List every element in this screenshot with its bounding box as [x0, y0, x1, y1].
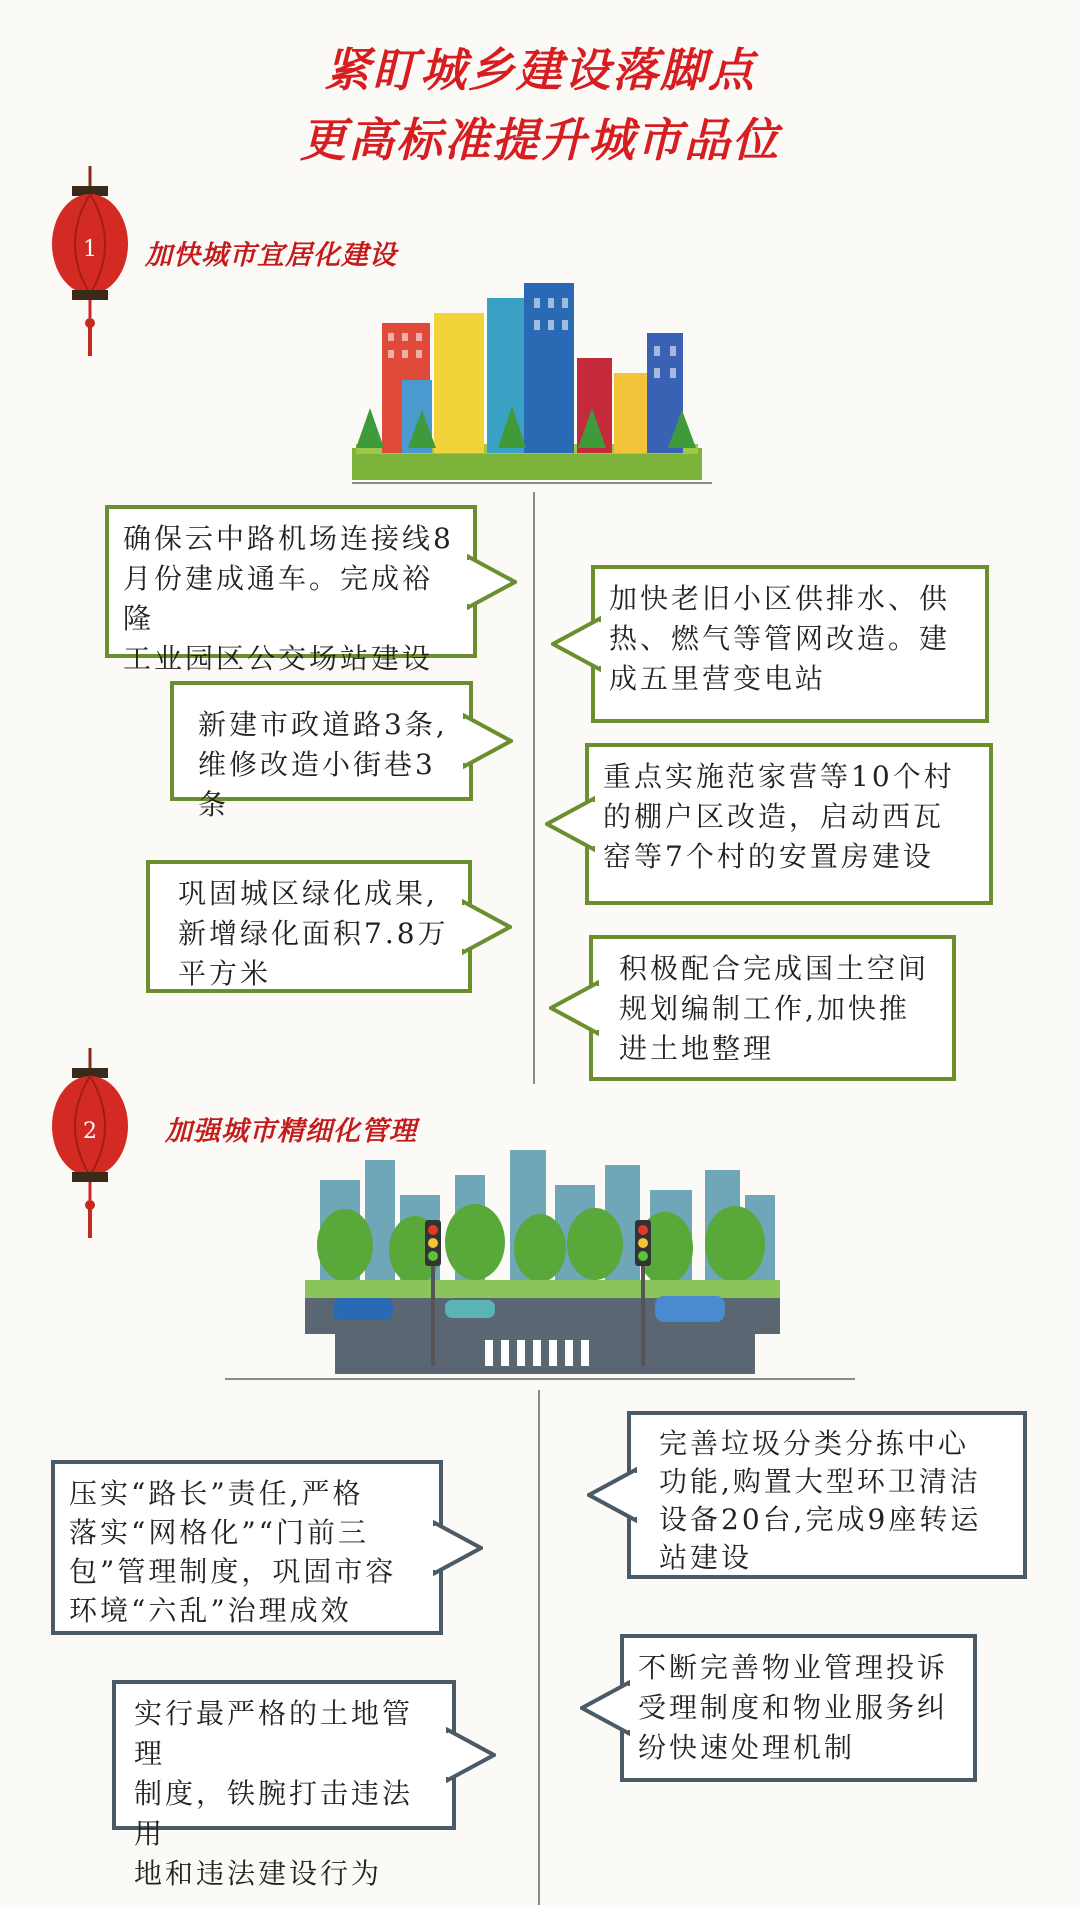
- section-item: 不断完善物业管理投诉 受理制度和物业服务纠 纷快速处理机制: [620, 1634, 977, 1782]
- section-item: 重点实施范家营等10个村 的棚户区改造，启动西瓦 窑等7个村的安置房建设: [585, 743, 993, 905]
- section-item: 压实“路长”责任,严格 落实“网格化”“门前三 包”管理制度，巩固市容 环境“六乱”治理成效: [51, 1460, 443, 1635]
- section-number: 2: [83, 1119, 97, 1144]
- main-title-line-2: 更高标准提升城市品位: [300, 113, 780, 167]
- section-heading: 加强城市精细化管理: [165, 1116, 417, 1147]
- section-divider: [225, 1378, 855, 1380]
- lantern-icon: [50, 1048, 130, 1248]
- section-number: 1: [83, 237, 97, 262]
- section-item: 积极配合完成国土空间 规划编制工作,加快推 进土地整理: [589, 935, 956, 1081]
- section-divider: [538, 1390, 540, 1905]
- section-item: 新建市政道路3条, 维修改造小街巷3条: [170, 681, 473, 801]
- street-traffic-illustration: [305, 1150, 780, 1380]
- main-title-line-1: 紧盯城乡建设落脚点: [324, 43, 756, 97]
- section-divider: [533, 492, 535, 1084]
- section-item: 确保云中路机场连接线8 月份建成通车。完成裕隆 工业园区公交场站建设: [105, 505, 477, 658]
- section-heading: 加快城市宜居化建设: [145, 240, 397, 271]
- section-item: 加快老旧小区供排水、供 热、燃气等管网改造。建 成五里营变电站: [591, 565, 989, 723]
- lantern-icon: [50, 166, 130, 366]
- section-item: 巩固城区绿化成果, 新增绿化面积7.8万 平方米: [146, 860, 472, 993]
- section-item: 完善垃圾分类分拣中心 功能,购置大型环卫清洁 设备20台,完成9座转运 站建设: [627, 1411, 1027, 1579]
- section-item: 实行最严格的土地管理 制度，铁腕打击违法用 地和违法建设行为: [112, 1680, 456, 1830]
- city-buildings-illustration: [352, 278, 712, 488]
